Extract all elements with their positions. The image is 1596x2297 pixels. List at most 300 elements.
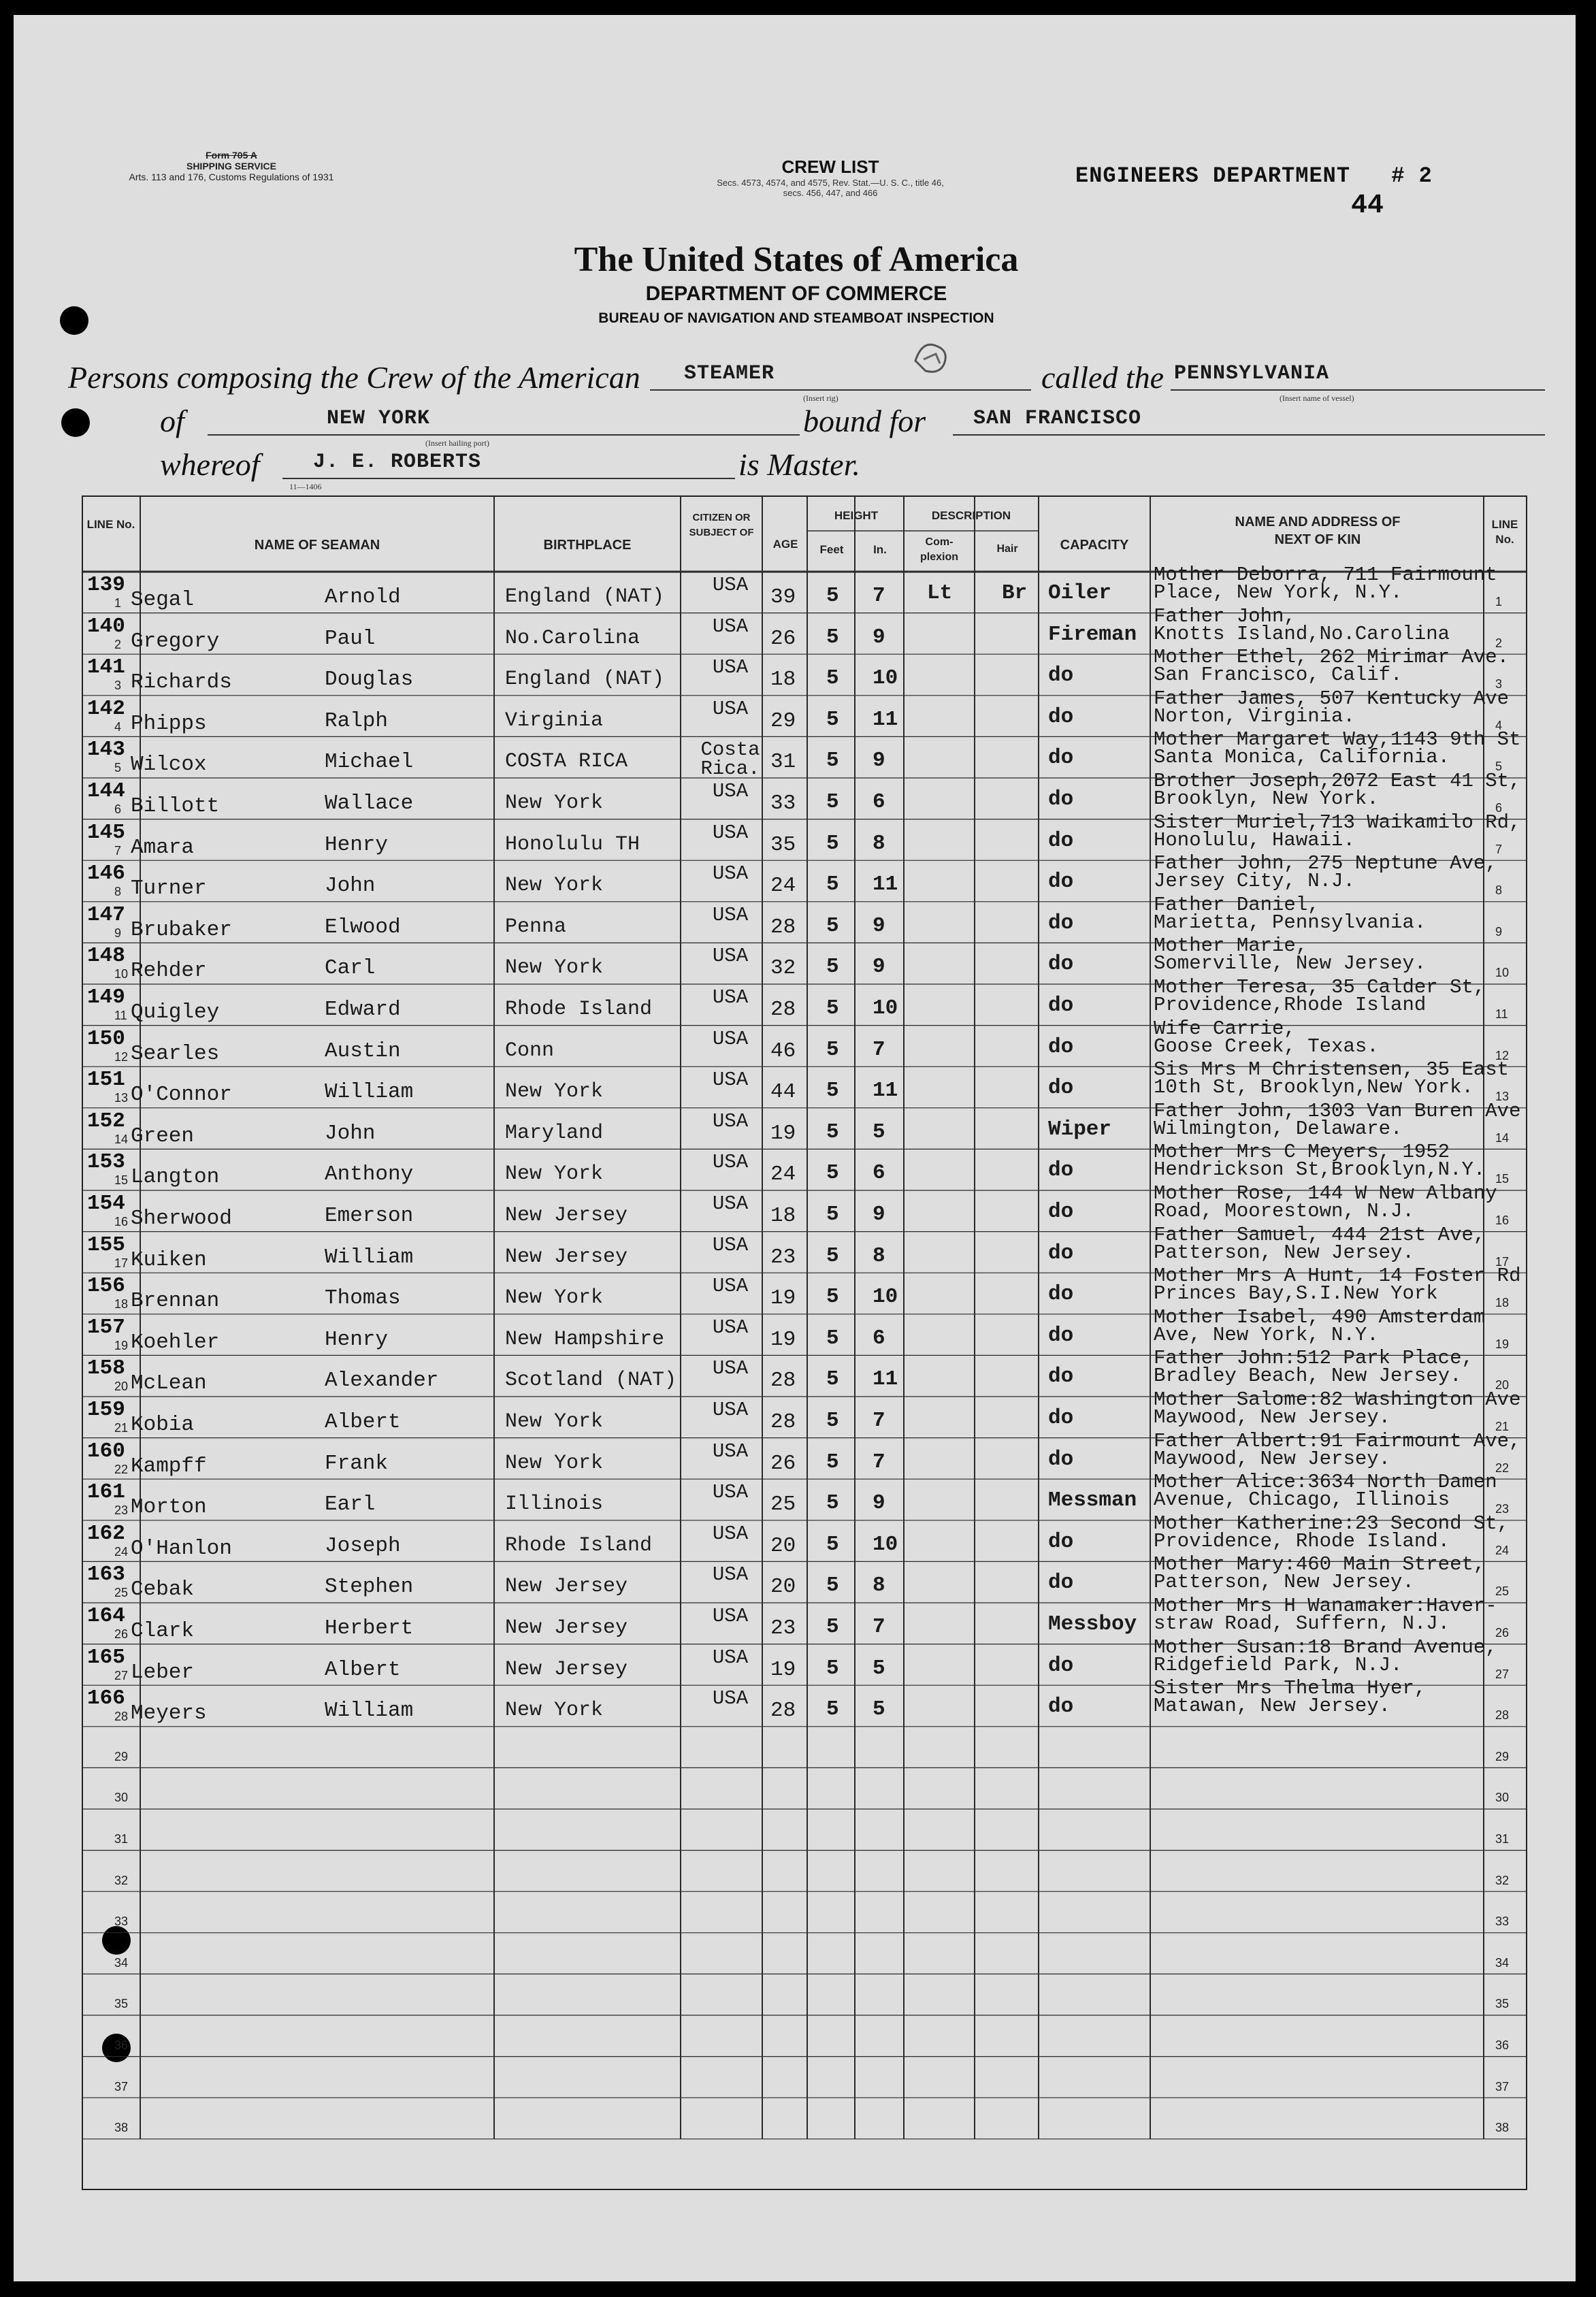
col-header-next-of-kin: NAME AND ADDRESS OF NEXT OF KIN (1235, 515, 1401, 547)
department-label (1075, 163, 1433, 189)
next-of-kin-line-1: Father Albert:91 Fairmount Ave, (1154, 1429, 1521, 1452)
seaman-birthplace: New York (505, 1451, 604, 1475)
printed-line-number: 34 (114, 1955, 129, 1970)
seaman-height-inches: 9 (873, 749, 885, 773)
seaman-surname: Langton (131, 1165, 220, 1190)
seaman-age: 28 (770, 998, 796, 1022)
seaman-surname: O'Hanlon (131, 1536, 232, 1561)
right-line-number: 5 (1495, 760, 1503, 774)
printed-line-number: 2 (114, 637, 122, 651)
seaman-capacity: do (1048, 1695, 1074, 1719)
seaman-given-name: Joseph (325, 1533, 401, 1558)
right-line-number: 30 (1495, 1791, 1510, 1805)
seaman-capacity: do (1048, 870, 1074, 894)
seaman-capacity: do (1048, 1035, 1074, 1059)
seaman-capacity: Fireman (1048, 622, 1137, 647)
seaman-age: 33 (770, 792, 796, 815)
seaman-height-feet: 5 (826, 584, 839, 608)
seaman-birthplace: New York (505, 1410, 604, 1433)
seaman-height-inches: 7 (873, 1450, 885, 1474)
next-of-kin-line-1: Father John, 1303 Van Buren Ave (1154, 1099, 1521, 1122)
seaman-age: 23 (770, 1616, 796, 1640)
handwritten-line-number: 161 (87, 1480, 125, 1505)
seaman-birthplace: New York (505, 1699, 604, 1723)
seaman-surname: Amara (131, 835, 195, 860)
seaman-citizenship: USA (712, 656, 749, 679)
crew-list-law-2: secs. 456, 447, and 466 (783, 188, 878, 198)
printed-line-number: 7 (114, 843, 122, 858)
seaman-age: 19 (770, 1286, 796, 1311)
seaman-given-name: Michael (325, 750, 414, 775)
handwritten-line-number: 149 (87, 985, 125, 1009)
next-of-kin-line-2: Providence,Rhode Island (1154, 994, 1427, 1016)
col-header-inches: In. (873, 543, 887, 556)
seaman-citizenship: USA (712, 821, 749, 844)
next-of-kin-line-1: Mother Deborra, 711 Fairmount (1154, 564, 1497, 586)
customs-regulation: Arts. 113 and 176, Customs Regulations of 1931 (129, 172, 334, 182)
handwritten-line-number: 159 (87, 1398, 125, 1422)
nation-title: The United States of America (574, 240, 1019, 279)
seaman-height-feet: 5 (826, 1037, 839, 1062)
handwritten-line-number: 166 (87, 1687, 125, 1711)
seaman-height-feet: 5 (826, 790, 839, 814)
seaman-citizenship: USA (712, 697, 749, 720)
next-of-kin-line-2: Road, Moorestown, N.J. (1154, 1200, 1414, 1222)
hailing-port-hint: (Insert hailing port) (425, 438, 489, 448)
seaman-citizenship: USA (712, 1687, 749, 1710)
seaman-citizenship: USA (712, 1605, 749, 1627)
seaman-surname: Sherwood (131, 1207, 232, 1231)
seaman-age: 18 (770, 1204, 796, 1228)
seaman-height-feet: 5 (826, 873, 839, 897)
seaman-birthplace: COSTA RICA (505, 750, 628, 774)
next-of-kin-line-1: Wife Carrie, (1154, 1017, 1296, 1040)
handwritten-line-number: 165 (87, 1645, 125, 1669)
next-of-kin-line-2: 10th St, Brooklyn,New York. (1154, 1076, 1473, 1099)
printed-line-number: 22 (114, 1462, 129, 1476)
seaman-height-feet: 5 (826, 749, 839, 773)
right-line-number: 25 (1495, 1584, 1510, 1599)
seaman-capacity: do (1048, 704, 1074, 729)
seaman-height-inches: 9 (873, 913, 885, 938)
seaman-given-name: John (325, 1121, 376, 1145)
seaman-birthplace: England (NAT) (505, 585, 665, 608)
handwritten-line-number: 164 (87, 1604, 125, 1628)
whereof-label: whereof (160, 447, 260, 482)
crew-list-sheet (14, 15, 1576, 2281)
seaman-birthplace: New York (505, 1162, 604, 1186)
seaman-given-name: Thomas (325, 1286, 401, 1311)
seaman-height-feet: 5 (826, 1203, 839, 1226)
seaman-height-inches: 9 (873, 625, 885, 649)
seaman-age: 28 (770, 915, 796, 939)
seaman-capacity: do (1048, 1241, 1074, 1265)
handwritten-line-number: 145 (87, 820, 125, 845)
seaman-citizenship: USA (712, 1233, 749, 1256)
crew-list-heading (592, 157, 1069, 198)
right-line-number: 16 (1495, 1213, 1510, 1227)
seaman-height-inches: 11 (873, 1367, 898, 1392)
seaman-age: 39 (770, 585, 796, 609)
seaman-surname: McLean (131, 1371, 207, 1396)
destination: SAN FRANCISCO (973, 407, 1142, 430)
seaman-surname: Turner (131, 877, 207, 901)
handwritten-line-number: 141 (87, 655, 125, 680)
right-line-number: 28 (1495, 1708, 1510, 1723)
seaman-birthplace: New Jersey (505, 1245, 628, 1269)
destination-line (953, 434, 1545, 436)
seaman-citizenship: USA (712, 1192, 749, 1215)
seaman-height-inches: 7 (873, 584, 885, 608)
seaman-capacity: Wiper (1048, 1117, 1112, 1141)
insert-rig-hint: (Insert rig) (803, 393, 838, 403)
seaman-capacity: do (1048, 952, 1074, 977)
next-of-kin-line-1: Mother Ethel, 262 Mirimar Ave. (1154, 646, 1510, 669)
printed-line-number: 11 (114, 1009, 127, 1022)
seaman-given-name: Edward (325, 998, 401, 1022)
seaman-capacity: do (1048, 1282, 1074, 1307)
handwritten-line-number: 139 (87, 573, 125, 597)
right-line-number: 34 (1495, 1955, 1510, 1970)
seaman-citizenship: USA (712, 615, 749, 638)
seaman-surname: Cebak (131, 1578, 195, 1602)
seaman-surname: Rehder (131, 959, 207, 983)
seaman-birthplace: New Jersey (505, 1616, 628, 1640)
insert-vessel-hint: (Insert name of vessel) (1280, 393, 1354, 403)
next-of-kin-line-1: Father John, (1154, 604, 1296, 628)
vessel-name-line (1171, 389, 1545, 391)
col-header-description: DESCRIPTION (931, 509, 1011, 522)
seaman-given-name: Wallace (325, 792, 414, 815)
next-of-kin-line-2: Avenue, Chicago, Illinois (1154, 1488, 1450, 1512)
next-of-kin-line-2: Providence, Rhode Island. (1154, 1529, 1450, 1552)
next-of-kin-line-2: Somerville, New Jersey. (1154, 952, 1427, 975)
next-of-kin-line-2: Maywood, New Jersey. (1154, 1406, 1391, 1429)
handwritten-line-number: 148 (87, 944, 125, 968)
right-line-number: 7 (1495, 842, 1503, 856)
seaman-surname: Kobia (131, 1413, 195, 1437)
seaman-given-name: Frank (325, 1451, 389, 1476)
printed-line-number: 18 (114, 1297, 129, 1312)
next-of-kin-line-2: Ave, New York, N.Y. (1154, 1323, 1379, 1346)
seaman-given-name: Arnold (325, 585, 401, 609)
seaman-given-name: Elwood (325, 915, 401, 939)
seaman-given-name: Herbert (325, 1616, 414, 1640)
handwritten-line-number: 152 (87, 1109, 125, 1133)
seaman-height-inches: 10 (873, 666, 898, 691)
next-of-kin-line-1: Father Samuel, 444 21st Ave, (1154, 1223, 1486, 1246)
seaman-height-feet: 5 (826, 1285, 839, 1309)
printed-line-number: 24 (114, 1544, 129, 1559)
seaman-height-inches: 6 (873, 1326, 885, 1350)
seaman-surname: O'Connor (131, 1083, 232, 1107)
col-header-name: NAME OF SEAMAN (254, 538, 380, 553)
right-line-number: 6 (1495, 801, 1503, 815)
col-header-line-no-right: LINE No. (1491, 518, 1518, 546)
next-of-kin-line-1: Father John, 275 Neptune Ave, (1154, 852, 1497, 875)
seaman-birthplace: Conn (505, 1039, 555, 1062)
col-header-hair: Hair (996, 543, 1018, 555)
seaman-birthplace: New Jersey (505, 1204, 628, 1227)
next-of-kin-line-2: Knotts Island,No.Carolina (1154, 622, 1450, 645)
next-of-kin-line-1: Mother Margaret Way,1143 9th St (1154, 728, 1521, 751)
seaman-citizenship: USA (712, 1316, 749, 1339)
right-line-number: 13 (1495, 1090, 1510, 1104)
next-of-kin-line-2: Patterson, New Jersey. (1154, 1241, 1414, 1264)
seaman-age: 31 (770, 750, 796, 775)
next-of-kin-line-1: Mother Katherine:23 Second St, (1154, 1512, 1510, 1535)
seaman-height-inches: 5 (873, 1120, 885, 1144)
next-of-kin-line-2: Honolulu, Hawaii. (1154, 828, 1355, 851)
right-line-number: 14 (1495, 1130, 1510, 1145)
seaman-birthplace: New York (505, 792, 604, 815)
printed-line-number: 33 (114, 1915, 129, 1929)
seaman-capacity: do (1048, 1076, 1074, 1101)
printed-line-number: 37 (114, 2079, 129, 2094)
seaman-given-name: Alexander (325, 1369, 439, 1393)
seaman-citizenship: USA (712, 1399, 749, 1421)
seaman-given-name: William (325, 1080, 414, 1105)
printed-line-number: 17 (114, 1256, 129, 1270)
printed-line-number: 13 (114, 1091, 129, 1105)
ink-stamp-mark (909, 333, 956, 381)
seaman-surname: Phipps (131, 711, 207, 736)
right-line-number: 17 (1495, 1254, 1510, 1269)
printed-line-number: 27 (114, 1668, 129, 1682)
next-of-kin-line-1: Brother Joseph,2072 East 41 St, (1154, 770, 1521, 792)
seaman-capacity: do (1048, 828, 1074, 853)
seaman-birthplace: New York (505, 1286, 604, 1310)
seaman-height-feet: 5 (826, 1697, 839, 1722)
seaman-height-feet: 5 (826, 707, 839, 732)
next-of-kin-line-2: Matawan, New Jersey. (1154, 1695, 1391, 1718)
seaman-surname: Brennan (131, 1289, 220, 1314)
printed-line-number: 6 (114, 802, 122, 816)
seaman-citizenship: USA (712, 1109, 749, 1133)
vessel-type-line (650, 389, 1031, 391)
seaman-hair: Br (1002, 581, 1028, 605)
right-line-number: 33 (1495, 1915, 1510, 1929)
seaman-given-name: Stephen (325, 1575, 414, 1599)
handwritten-line-number: 151 (87, 1068, 125, 1092)
next-of-kin-line-2: Ridgefield Park, N.J. (1154, 1653, 1403, 1676)
seaman-height-inches: 10 (873, 996, 898, 1020)
printed-line-number: 4 (114, 719, 122, 734)
seaman-given-name: William (325, 1245, 414, 1269)
next-of-kin-line-2: Bradley Beach, New Jersey. (1154, 1365, 1462, 1388)
seaman-given-name: Henry (325, 1327, 389, 1352)
seaman-citizenship: USA (712, 1357, 749, 1380)
seaman-citizenship: USA (712, 903, 749, 926)
seaman-capacity: do (1048, 1571, 1074, 1595)
department-title: DEPARTMENT OF COMMERCE (645, 282, 947, 305)
right-line-number: 19 (1495, 1337, 1510, 1351)
next-of-kin-line-1: Sister Mrs Thelma Hyer, (1154, 1677, 1427, 1700)
next-of-kin-line-2: Norton, Virginia. (1154, 704, 1355, 728)
seaman-capacity: do (1048, 664, 1074, 688)
seaman-citizenship: USA (712, 1481, 749, 1504)
seaman-height-inches: 9 (873, 955, 885, 979)
form-number: Form 705 A (206, 150, 257, 161)
printed-line-number: 1 (114, 596, 122, 610)
bound-for-label: bound for (803, 404, 926, 438)
seaman-height-feet: 5 (826, 1615, 839, 1639)
handwritten-line-number: 160 (87, 1439, 125, 1463)
home-port-line (208, 434, 800, 436)
right-line-number: 36 (1495, 2038, 1510, 2052)
seaman-age: 19 (770, 1121, 796, 1145)
handwritten-line-number: 153 (87, 1150, 125, 1175)
seaman-citizenship: Costa Rica. (700, 738, 760, 781)
seaman-surname: Billott (131, 794, 220, 818)
is-master-label: is Master. (738, 447, 860, 482)
seaman-height-feet: 5 (826, 955, 839, 979)
seaman-height-feet: 5 (826, 1450, 839, 1474)
next-of-kin-line-2: Hendrickson St,Brooklyn,N.Y. (1154, 1158, 1486, 1182)
next-of-kin-line-1: Mother Mary:460 Main Street, (1154, 1553, 1486, 1576)
seaman-given-name: Henry (325, 832, 389, 857)
right-line-number: 22 (1495, 1461, 1510, 1475)
seaman-given-name: Albert (325, 1410, 401, 1434)
right-line-number: 3 (1495, 677, 1503, 691)
seaman-height-inches: 8 (873, 1574, 885, 1598)
seaman-citizenship: USA (712, 1027, 749, 1050)
right-line-number: 23 (1495, 1502, 1510, 1516)
seaman-surname: Wilcox (131, 753, 207, 777)
seaman-age: 24 (770, 874, 796, 898)
next-of-kin-line-2: Patterson, New Jersey. (1154, 1571, 1414, 1594)
right-line-number: 38 (1495, 2121, 1510, 2135)
seaman-capacity: do (1048, 1447, 1074, 1471)
right-line-number: 27 (1495, 1667, 1510, 1681)
right-line-number: 12 (1495, 1048, 1510, 1062)
next-of-kin-line-2: Jersey City, N.J. (1154, 870, 1355, 893)
master-line (282, 478, 735, 479)
next-of-kin-line-2: Marietta, Pennsylvania. (1154, 911, 1427, 934)
next-of-kin-line-1: Father John:512 Park Place, (1154, 1347, 1473, 1370)
seaman-complexion: Lt (927, 581, 953, 605)
printed-line-number: 5 (114, 761, 122, 775)
handwritten-line-number: 154 (87, 1192, 125, 1216)
right-line-number: 31 (1495, 1832, 1510, 1846)
printed-line-number: 38 (114, 2121, 129, 2135)
seaman-age: 28 (770, 1410, 796, 1434)
next-of-kin-line-1: Mother Salome:82 Washington Ave (1154, 1388, 1521, 1411)
crew-list-law-1: Secs. 4573, 4574, and 4575, Rev. Stat.—U. S. C., title 46, (717, 178, 944, 188)
right-line-number: 32 (1495, 1873, 1510, 1887)
printed-line-number: 30 (114, 1791, 129, 1805)
print-code: 11—1406 (289, 482, 322, 491)
col-header-feet: Feet (819, 543, 844, 556)
seaman-capacity: do (1048, 1158, 1074, 1183)
seaman-surname: Kampff (131, 1454, 207, 1478)
seaman-height-inches: 5 (873, 1656, 885, 1680)
next-of-kin-line-1: Mother Teresa, 35 Calder St, (1154, 976, 1486, 998)
seaman-surname: Green (131, 1124, 195, 1148)
seaman-surname: Leber (131, 1660, 195, 1684)
crew-table (82, 495, 1527, 2190)
department-number: # 2 (1391, 163, 1433, 189)
seaman-height-feet: 5 (826, 1079, 839, 1103)
handwritten-line-number: 147 (87, 902, 125, 927)
seaman-height-feet: 5 (826, 1326, 839, 1350)
next-of-kin-line-1: Mother Marie, (1154, 934, 1308, 958)
seaman-height-feet: 5 (826, 1409, 839, 1433)
master-name: J. E. ROBERTS (313, 451, 482, 474)
next-of-kin-line-1: Mother Rose, 144 W New Albany (1154, 1182, 1497, 1205)
right-line-number: 9 (1495, 924, 1503, 939)
seaman-citizenship: USA (712, 1069, 749, 1092)
printed-line-number: 36 (114, 2038, 129, 2052)
next-of-kin-line-2: Wilmington, Delaware. (1154, 1117, 1403, 1140)
seaman-age: 19 (770, 1657, 796, 1682)
next-of-kin-line-2: Goose Creek, Texas. (1154, 1035, 1379, 1058)
seaman-surname: Meyers (131, 1701, 207, 1726)
bureau-title: BUREAU OF NAVIGATION AND STEAMBOAT INSPECTION (598, 310, 994, 326)
seaman-birthplace: New York (505, 1080, 604, 1104)
seaman-capacity: do (1048, 746, 1074, 770)
printed-line-number: 20 (114, 1380, 129, 1394)
seaman-birthplace: Virginia (505, 708, 604, 732)
seaman-surname: Richards (131, 670, 232, 695)
next-of-kin-line-1: Sister Muriel,713 Waikamilo Rd, (1154, 811, 1521, 834)
printed-line-number: 12 (114, 1049, 129, 1064)
seaman-citizenship: USA (712, 1275, 749, 1298)
right-line-number: 10 (1495, 966, 1510, 980)
home-port: NEW YORK (327, 407, 431, 430)
right-line-number: 2 (1495, 636, 1503, 650)
of-label: of (160, 404, 184, 438)
seaman-age: 18 (770, 668, 796, 692)
seaman-height-feet: 5 (826, 1243, 839, 1268)
col-header-birthplace: BIRTHPLACE (543, 538, 632, 553)
shipping-service: SHIPPING SERVICE (186, 161, 276, 172)
seaman-age: 20 (770, 1533, 796, 1558)
page-number: 44 (1351, 191, 1384, 221)
seaman-age: 28 (770, 1699, 796, 1723)
seaman-given-name: Carl (325, 956, 376, 981)
seaman-surname: Clark (131, 1619, 195, 1643)
next-of-kin-line-1: Mother Mrs C Meyers, 1952 (1154, 1141, 1450, 1164)
seaman-citizenship: USA (712, 1563, 749, 1586)
seaman-birthplace: New York (505, 874, 604, 898)
seaman-capacity: Messboy (1048, 1612, 1137, 1636)
seaman-height-inches: 7 (873, 1409, 885, 1433)
seaman-height-feet: 5 (826, 1656, 839, 1680)
right-line-number: 1 (1495, 595, 1503, 608)
seaman-height-inches: 10 (873, 1532, 898, 1557)
seaman-surname: Koehler (131, 1330, 220, 1354)
seaman-surname: Morton (131, 1495, 207, 1520)
seaman-given-name: Douglas (325, 668, 414, 692)
next-of-kin-line-1: Mother Alice:3634 North Damen (1154, 1471, 1497, 1494)
seaman-citizenship: USA (712, 862, 749, 885)
seaman-birthplace: No.Carolina (505, 626, 640, 650)
seaman-citizenship: USA (712, 945, 749, 968)
printed-line-number: 21 (114, 1421, 129, 1435)
right-line-number: 8 (1495, 883, 1503, 898)
seaman-given-name: Austin (325, 1039, 401, 1063)
seaman-birthplace: Honolulu TH (505, 832, 640, 856)
col-header-citizen: CITIZEN OR SUBJECT OF (689, 512, 754, 538)
printed-line-number: 3 (114, 679, 122, 693)
seaman-capacity: do (1048, 1200, 1074, 1224)
printed-line-number: 26 (114, 1627, 129, 1641)
seaman-capacity: do (1048, 787, 1074, 811)
seaman-citizenship: USA (712, 780, 749, 802)
handwritten-line-number: 162 (87, 1521, 125, 1546)
seaman-height-inches: 7 (873, 1037, 885, 1062)
